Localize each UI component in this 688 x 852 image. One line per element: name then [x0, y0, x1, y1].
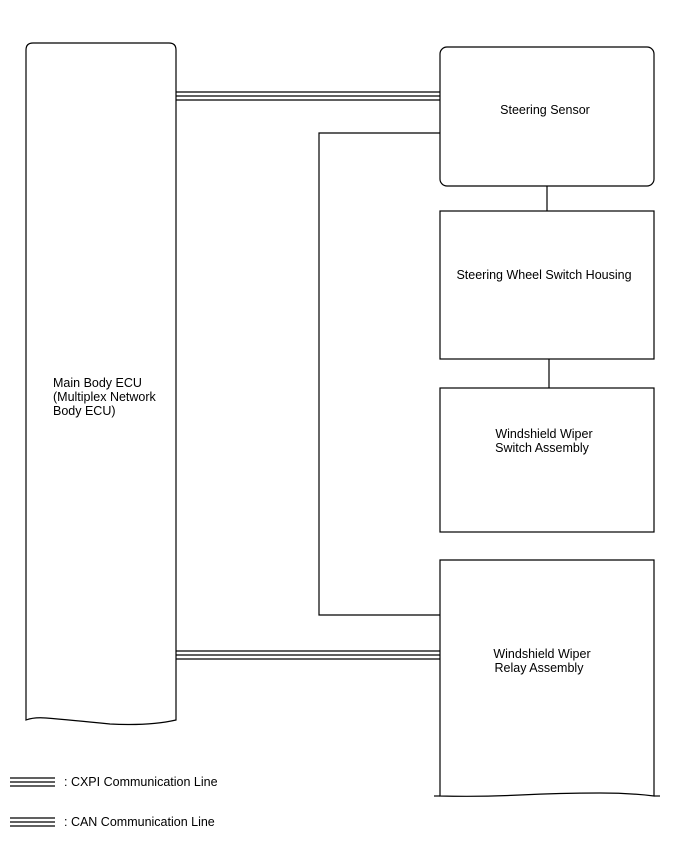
- main-body-ecu-label-line1: Main Body ECU: [53, 376, 142, 390]
- windshield-wiper-switch-label-line1: Windshield Wiper: [495, 427, 593, 441]
- steering-wheel-switch-housing-outline: [440, 211, 654, 359]
- windshield-wiper-relay-block: [434, 560, 660, 796]
- main-body-ecu-label-line2: (Multiplex Network: [53, 390, 156, 404]
- steering-wheel-switch-housing-label: Steering Wheel Switch Housing: [456, 268, 632, 282]
- legend-can-symbol: [10, 818, 55, 826]
- legend-cxpi-symbol: [10, 778, 55, 786]
- cxpi-bus-line: [319, 133, 440, 615]
- windshield-wiper-relay-outline: [440, 560, 654, 796]
- windshield-wiper-relay-label-line2: Relay Assembly: [494, 661, 584, 675]
- windshield-wiper-relay-label-line1: Windshield Wiper: [493, 647, 591, 661]
- can-line-to-steering-sensor: [176, 92, 440, 100]
- steering-wheel-switch-housing-block: [440, 211, 654, 359]
- can-line-to-wiper-relay: [176, 651, 440, 659]
- main-body-ecu-label-line3: Body ECU): [53, 404, 116, 418]
- legend-cxpi-label: : CXPI Communication Line: [64, 775, 218, 789]
- windshield-wiper-switch-block: [440, 388, 654, 532]
- legend-can-label: : CAN Communication Line: [64, 815, 215, 829]
- windshield-wiper-switch-outline: [440, 388, 654, 532]
- main-body-ecu-block: [20, 43, 182, 725]
- steering-sensor-block: [440, 47, 654, 186]
- steering-sensor-label: Steering Sensor: [500, 103, 590, 117]
- windshield-wiper-switch-label-line2: Switch Assembly: [495, 441, 589, 455]
- legend: [10, 775, 218, 829]
